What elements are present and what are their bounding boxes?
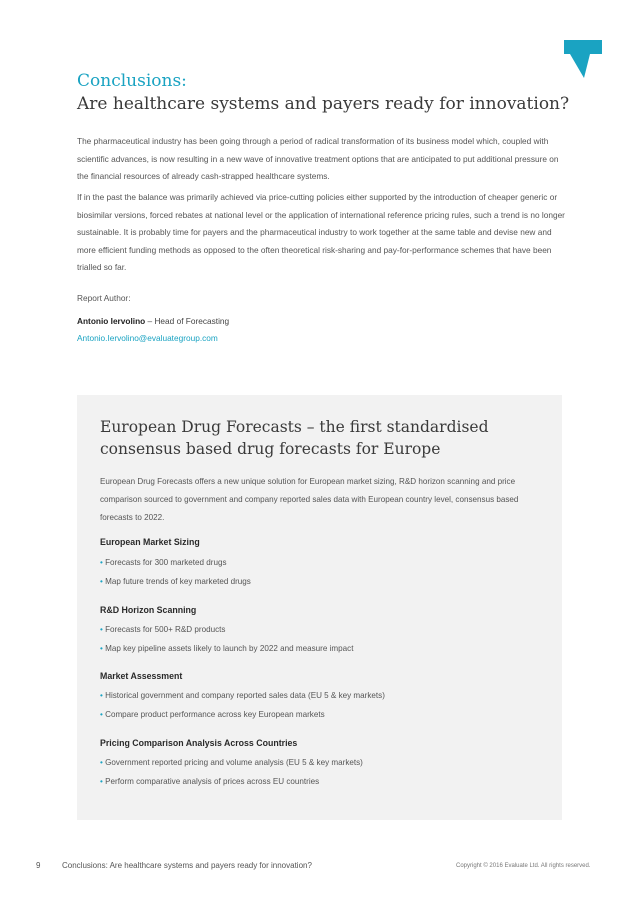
author-line	[77, 316, 229, 326]
footer-copyright: Copyright © 2016 Evaluate Ltd. All rights reserved.	[456, 863, 591, 869]
list-item: • Forecasts for 500+ R&D products	[100, 625, 226, 634]
page-subtitle: Are healthcare systems and payers ready for innovation?	[77, 94, 570, 114]
box-title: European Drug Forecasts – the first standardised consensus based drug forecasts for Europe	[100, 418, 489, 458]
bullet-icon: •	[100, 691, 103, 700]
list-item: • Map key pipeline assets likely to launch by 2022 and measure impact	[100, 644, 354, 653]
body-paragraph-1: The pharmaceutical industry has been going through a period of radical transformation of its business model which, coupled with scientific advances, is now resulting in a new wave of innovative treatment options that are anticipated to put additional pressure on the financial resources of already cash-strapped healthcare systems.	[77, 136, 559, 181]
bullet-icon: •	[100, 710, 103, 719]
bullet-icon: •	[100, 625, 103, 634]
list-item: • Historical government and company reported sales data (EU 5 & key markets)	[100, 691, 385, 700]
author-name: Antonio Iervolino	[77, 316, 146, 326]
bullet-icon: •	[100, 777, 103, 786]
bullet-icon: •	[100, 558, 103, 567]
author-email-link[interactable]: Antonio.Iervolino@evaluategroup.com	[77, 333, 218, 343]
section-title-rd-horizon: R&D Horizon Scanning	[100, 605, 197, 615]
page-number: 9	[36, 861, 41, 870]
footer-title: Conclusions: Are healthcare systems and payers ready for innovation?	[62, 861, 312, 870]
section-title-market-assessment: Market Assessment	[100, 671, 183, 681]
page-title: Conclusions:	[77, 71, 187, 91]
product-info-box	[77, 395, 562, 820]
list-item: • Forecasts for 300 marketed drugs	[100, 558, 227, 567]
list-item: • Government reported pricing and volume analysis (EU 5 & key markets)	[100, 758, 363, 767]
list-item: • Perform comparative analysis of prices across EU countries	[100, 777, 320, 786]
author-label: Report Author:	[77, 293, 131, 303]
list-item: • Compare product performance across key European markets	[100, 710, 325, 719]
bullet-icon: •	[100, 644, 103, 653]
list-item: • Map future trends of key marketed drugs	[100, 577, 251, 586]
section-title-market-sizing: European Market Sizing	[100, 537, 200, 547]
body-paragraph-2: If in the past the balance was primarily achieved via price-cutting policies either supported by the introduction of cheaper generic or biosimilar versions, forced rebates at national level or the application of international reference pricing rules, such a trend is no longer sustainable. It is probably time for payers and the pharmaceutical industry to work together at the same table and devise new and more efficient funding methods as opposed to the often theoretical risk-sharing and pay-for-performance schemes that have been trialled so far.	[77, 192, 565, 272]
author-role: – Head of Forecasting	[145, 316, 230, 326]
bullet-icon: •	[100, 758, 103, 767]
box-intro: European Drug Forecasts offers a new unique solution for European market sizing, R&D horizon scanning and price comparison sourced to government and company reported sales data with European country level, consensus based forecasts to 2022.	[100, 477, 519, 522]
bullet-icon: •	[100, 577, 103, 586]
section-title-pricing-comparison: Pricing Comparison Analysis Across Countries	[100, 738, 298, 748]
page-heading	[77, 70, 577, 115]
